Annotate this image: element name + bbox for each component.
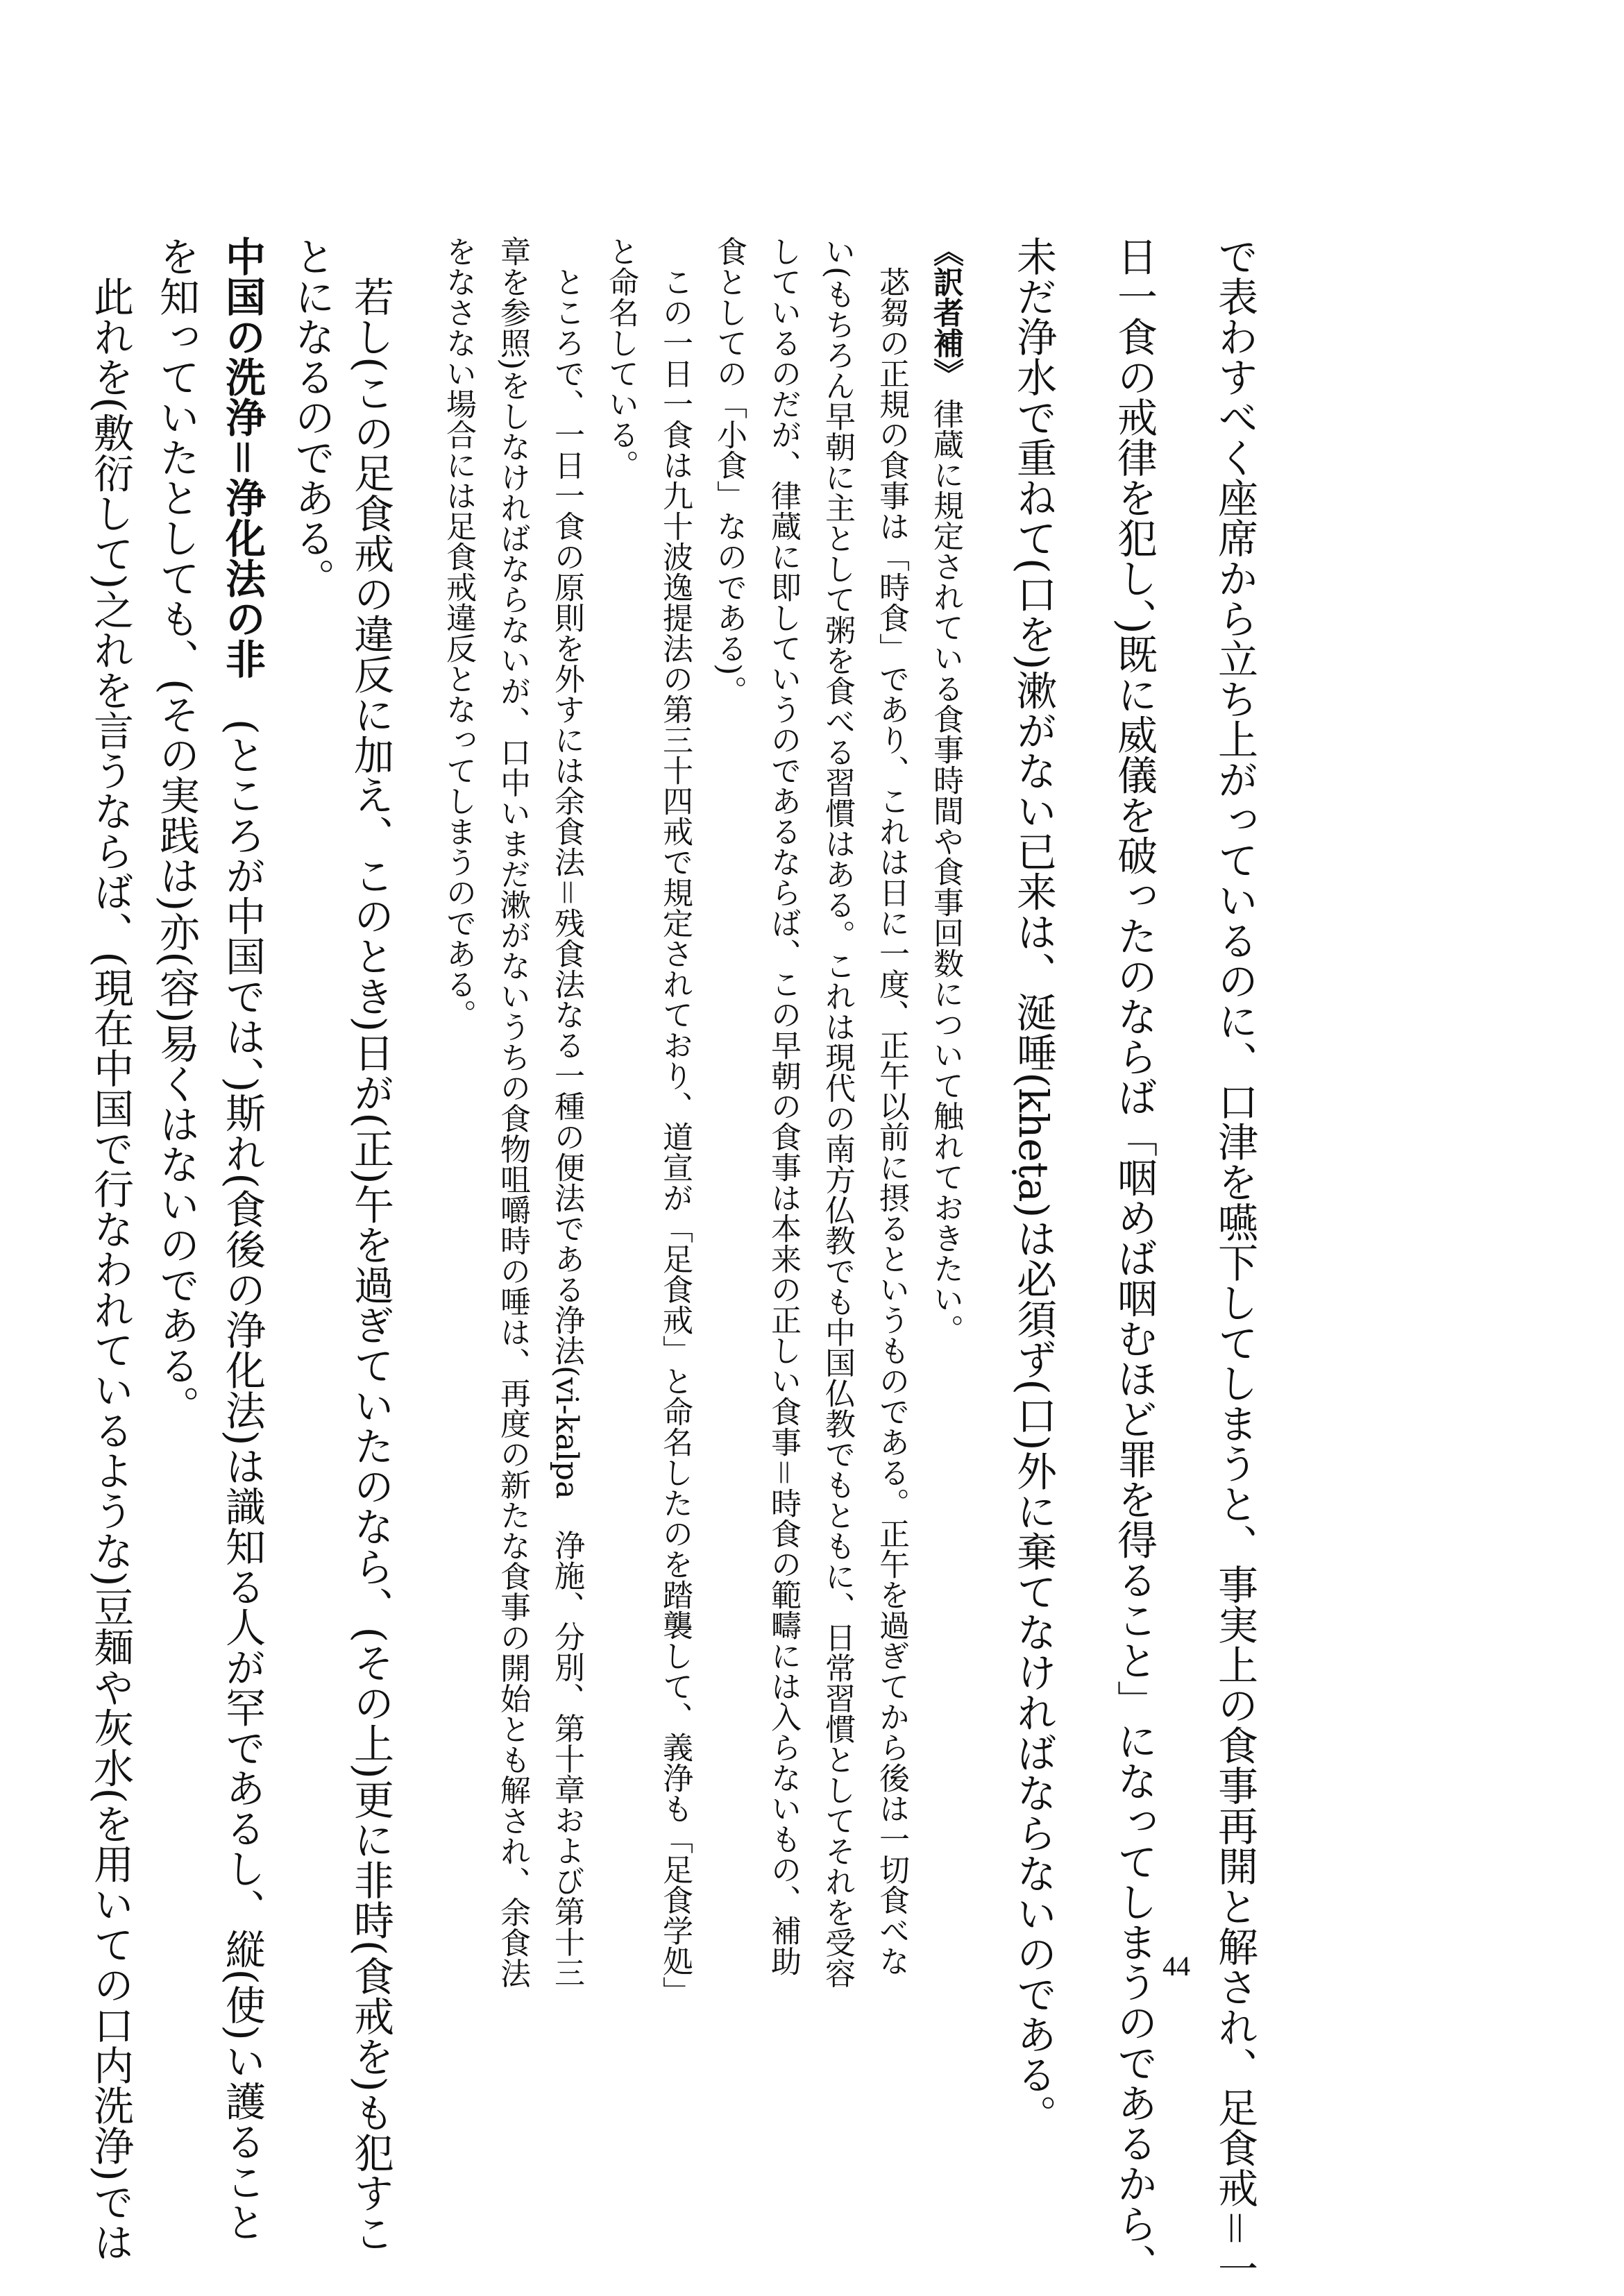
translator-note-column-6: この一日一食は九十波逸提法の第三十四戒で規定されており、道宣が「足食戒」と命名したのを踏襲して、義浄も「足食学処」 [657, 266, 693, 2007]
translator-note-label: 《訳者補》 [928, 236, 963, 389]
page-number: 44 [1162, 1950, 1190, 1982]
translator-note-column-8: ところで、一日一食の原則を外すには余食法＝残食法なる一種の便法である浄法(vi-kalpa 浄施、分別、第十章および第十三 [549, 266, 584, 1988]
translator-note-column-5: 食としての「小食」なのである)。 [711, 236, 747, 706]
translator-note-column-2: 苾芻の正規の食事は「時食」であり、これは日に一度、正午以前に摂るというものである。正午を過ぎてから後は一切食べな [874, 266, 909, 1976]
main-text-column-8: 此れを(敷衍して)之れを言うならば、(現在中国で行なわれているような)豆麺や灰水(を用いての口内洗浄)では [87, 276, 134, 2262]
main-text-column-5: とになるのである。 [288, 236, 335, 598]
main-text-column-2: 日一食の戒律を犯し、)既に威儀を破ったのならば「咽めば咽むほど罪を得ること」になってしまうのであるから、 [1110, 236, 1158, 2284]
section-heading: 中国の洗浄＝浄化法の非 [219, 236, 266, 679]
translator-note-intro: 律蔵に規定されている食事時間や食事回数について触れておきたい。 [928, 398, 963, 1345]
main-text-column-6 [219, 236, 266, 2242]
translator-note-column-7: と命名している。 [603, 236, 638, 480]
translator-note-column-3: い(もちろん早朝に主として粥を食べる習慣はある。これは現代の南方仏教でも中国仏教でもともに、日常習慣としてそれを受容 [820, 236, 855, 1989]
main-text-column-7: を知っていたとしても、(その実践は)亦(容)易くはないのである。 [153, 236, 200, 1426]
translator-note-column-9: 章を参照)をしなければならないが、口中いまだ漱がないうちの食物咀嚼時の唾は、再度の新たな食事の開始とも解され、余食法 [495, 236, 530, 1989]
main-text-column-4: 若し(この足食戒の違反に加え、このとき)日が(正)午を過ぎていたのなら、(その上)更に非時(食戒を)も犯すこ [347, 276, 394, 2254]
translator-note-column-4: しているのだが、律蔵に即していうのであるならば、この早朝の食事は本来の正しい食事＝時食の範疇には入らないもの、補助 [766, 236, 801, 1976]
translator-note-column-1 [930, 236, 961, 1345]
translator-note-column-10: をなさない場合には足食戒違反となってしまうのである。 [441, 236, 476, 1030]
main-text-column-1: で表わすべく座席から立ち上がっているのに、口津を嚥下してしまうと、事実上の食事再開と解され、足食戒＝一 [1211, 236, 1258, 2288]
section-heading-body: (ところが中国では、)斯れ(食後の浄化法)は識知る人が罕であるし、縦(使)い護ること [219, 719, 266, 2242]
main-text-column-3: 未だ浄水で重ねて(口を)漱がない已来は、涎唾(kheṭa)は必須ず(口)外に棄てなければならないのである。 [1010, 236, 1057, 2135]
